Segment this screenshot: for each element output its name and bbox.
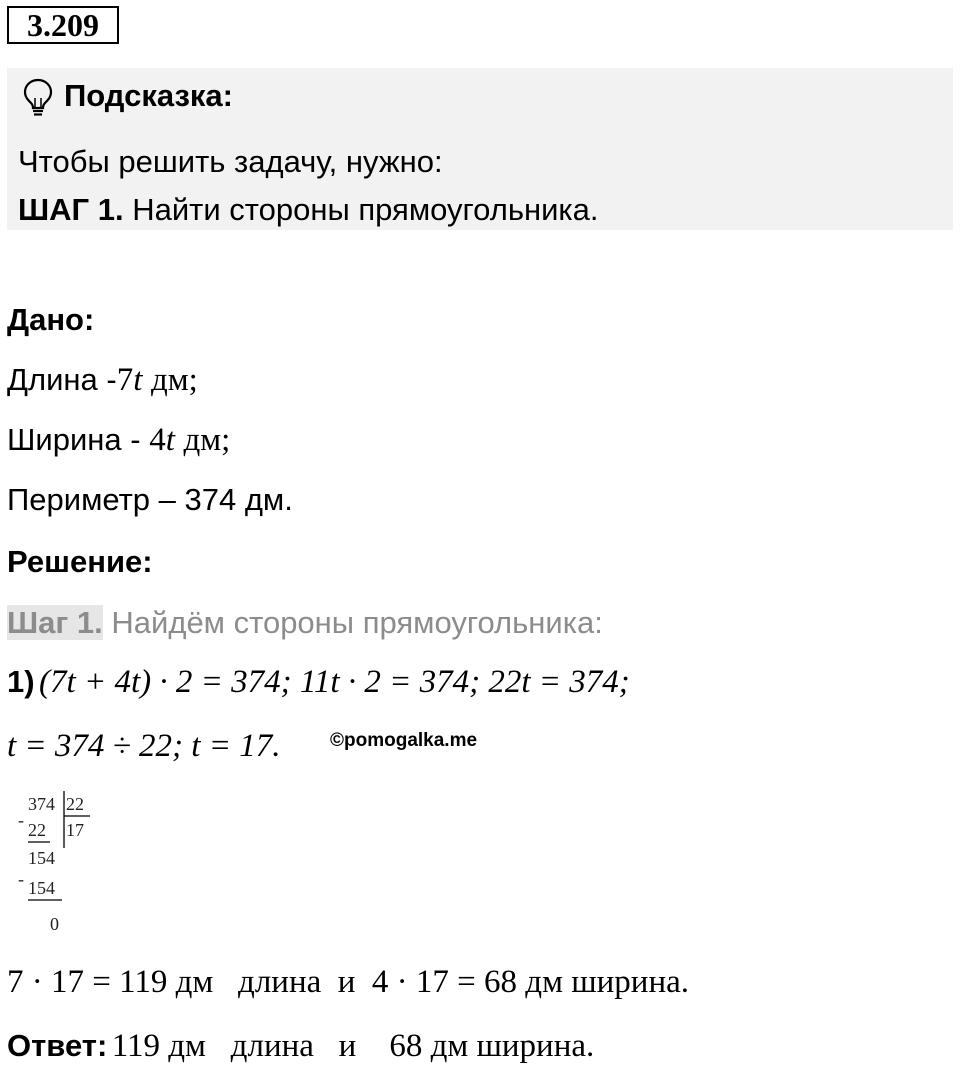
- given-length-var: t: [133, 362, 143, 398]
- hint-step-text: Найти стороны прямоугольника.: [132, 192, 599, 227]
- long-division: [14, 788, 124, 938]
- equation-line-1-text: (7t + 4t) · 2 = 374; 11t · 2 = 374; 22t = 374;: [39, 664, 630, 700]
- given-width: [7, 422, 230, 459]
- result-line: 7 · 17 = 119 дм длина и 4 · 17 = 68 дм ширина.: [7, 964, 689, 1000]
- given-length: [7, 362, 198, 399]
- given-length-prefix: Длина -: [7, 362, 117, 397]
- solution-step-text: Найдём стороны прямоугольника:: [111, 605, 603, 640]
- answer-label: Ответ:: [7, 1028, 108, 1063]
- division-divisor: 22: [66, 794, 84, 814]
- division-sub-1: 22: [28, 820, 46, 840]
- division-rem-2: 0: [50, 914, 59, 934]
- given-width-expr: 4: [149, 422, 166, 458]
- hint-title: Подсказка:: [64, 78, 233, 113]
- given-perimeter: Периметр – 374 дм.: [7, 482, 293, 517]
- division-sub-2: 154: [28, 878, 55, 898]
- hint-box: [7, 68, 953, 230]
- lightbulb-icon: [22, 78, 54, 118]
- given-width-unit: дм;: [183, 422, 231, 458]
- given-length-expr: 7: [116, 362, 134, 398]
- watermark: ©pomogalka.me: [330, 730, 478, 751]
- equation-line-1: [7, 664, 630, 701]
- equation-line-1-label: 1): [7, 664, 35, 699]
- hint-step-label: ШАГ 1.: [18, 192, 124, 227]
- given-width-var: t: [165, 422, 175, 458]
- division-dividend: 374: [28, 794, 55, 814]
- division-minus-2: -: [18, 869, 24, 889]
- given-length-unit: дм;: [151, 362, 198, 398]
- equation-line-2: t = 374 ÷ 22; t = 17.: [7, 728, 281, 764]
- given-title: Дано:: [7, 302, 95, 337]
- solution-step: [7, 605, 603, 641]
- solution-title: Решение:: [7, 544, 153, 579]
- division-quotient: 17: [66, 820, 84, 840]
- hint-step: [18, 192, 599, 228]
- division-rem-1: 154: [28, 848, 55, 868]
- answer-line: [7, 1028, 594, 1065]
- given-width-prefix: Ширина -: [7, 422, 150, 457]
- solution-step-label: Шаг 1.: [7, 605, 103, 640]
- problem-number: 3.209: [7, 6, 119, 44]
- hint-intro: Чтобы решить задачу, нужно:: [18, 144, 443, 179]
- answer-text: 119 дм длина и 68 дм ширина.: [111, 1028, 595, 1064]
- division-minus-1: -: [18, 810, 24, 830]
